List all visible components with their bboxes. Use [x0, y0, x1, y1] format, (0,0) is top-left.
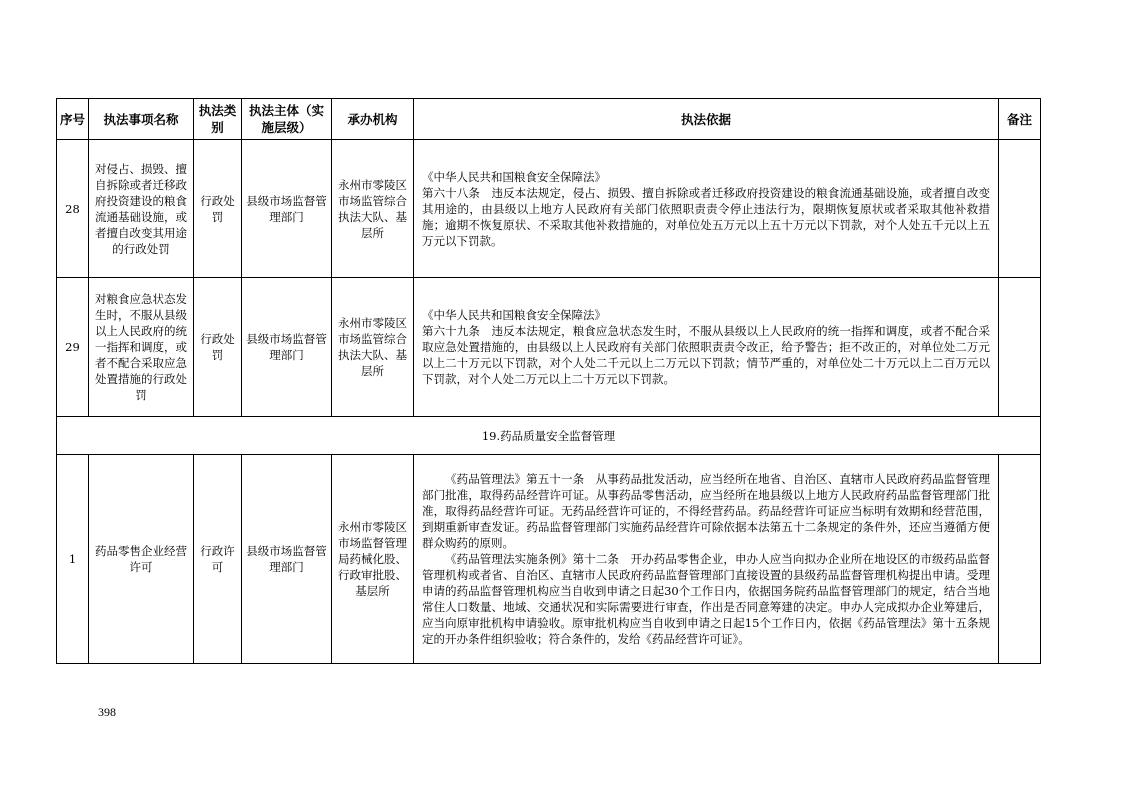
- header-name: 执法事项名称: [89, 99, 194, 140]
- row-category: 行政处罚: [194, 140, 242, 278]
- row-no: 29: [57, 278, 89, 417]
- row-agency: 永州市零陵区市场监督管理局药械化股、行政审批股、基层所: [332, 455, 414, 664]
- row-no: 28: [57, 140, 89, 278]
- header-agency: 承办机构: [332, 99, 414, 140]
- row-name: 药品零售企业经营许可: [89, 455, 194, 664]
- basis-article: 第六十八条 违反本法规定，侵占、损毁、擅自拆除或者迁移政府投资建设的粮食流通基础设施，或者擅自改变其用途的，由县级以上地方人民政府有关部门依照职责责令停止违法行为，限期恢复原状或者采取其他补救措施；逾期不恢复原状、不采取其他补救措施的，对单位处五万元以上五十万元以下罚款，对个人处五千元以上五万元以下罚款。: [422, 185, 990, 248]
- header-no: 序号: [57, 99, 89, 140]
- table-header-row: [57, 99, 1041, 140]
- header-category: 执法类别: [194, 99, 242, 140]
- row-basis: [414, 455, 999, 664]
- table-row: [57, 455, 1041, 664]
- basis-law-title: 《中华人民共和国粮食安全保障法》: [422, 169, 606, 184]
- basis-article: 第六十九条 违反本法规定，粮食应急状态发生时，不服从县级以上人民政府的统一指挥和调度，或者不配合采取应急处置措施的，由县级以上人民政府有关部门依照职责责令改正，给予警告；拒不改正的，对单位处二万元以上二十万元以下罚款，对个人处二千元以上二万元以下罚款；情节严重的，对单位处二十万元以上二百万元以下罚款，对个人处二万元以上二十万元以下罚款。: [422, 324, 990, 386]
- row-agency: 永州市零陵区市场监管综合执法大队、基层所: [332, 278, 414, 417]
- table-row: [57, 140, 1041, 278]
- header-basis: 执法依据: [414, 99, 999, 140]
- row-no: 1: [57, 455, 89, 664]
- row-name: 对粮食应急状态发生时，不服从县级以上人民政府的统一指挥和调度，或者不配合采取应急处置措施的行政处罚: [89, 278, 194, 417]
- basis-law-title: 《中华人民共和国粮食安全保障法》: [422, 308, 606, 322]
- row-subject: 县级市场监督管理部门: [242, 278, 332, 417]
- row-agency: 永州市零陵区市场监管综合执法大队、基层所: [332, 140, 414, 278]
- row-remark: [999, 455, 1041, 664]
- row-category: 行政许可: [194, 455, 242, 664]
- row-name: 对侵占、损毁、擅自拆除或者迁移政府投资建设的粮食流通基础设施，或者擅自改变其用途的行政处罚: [89, 140, 194, 278]
- row-remark: [999, 140, 1041, 278]
- header-remark: 备注: [999, 99, 1041, 140]
- enforcement-table: [56, 98, 1041, 664]
- basis-paragraph: 《药品管理法实施条例》第十二条 开办药品零售企业，申办人应当向拟办企业所在地设区的市级药品监督管理机构或者省、自治区、直辖市人民政府药品监督管理部门直接设置的县级药品监督管理机构提出申请。受理申请的药品监督管理机构应当自收到申请之日起30个工作日内，依据国务院药品监督管理部门的规定，结合当地常住人口数量、地域、交通状况和实际需要进行审查，作出是否同意筹建的决定。申办人完成拟办企业筹建后，应当向原审批机构申请验收。原审批机构应当自收到申请之日起15个工作日内，依据《药品管理法》第十五条规定的开办条件组织验收；符合条件的，发给《药品经营许可证》。: [422, 552, 990, 646]
- row-basis: [414, 278, 999, 417]
- table-row: [57, 278, 1041, 417]
- row-subject: 县级市场监督管理部门: [242, 140, 332, 278]
- page-number: 398: [98, 705, 116, 719]
- section-row: [57, 417, 1041, 455]
- row-subject: 县级市场监督管理部门: [242, 455, 332, 664]
- row-category: 行政处罚: [194, 278, 242, 417]
- section-title: 19.药品质量安全监督管理: [57, 417, 1041, 455]
- basis-paragraph: 《药品管理法》第五十一条 从事药品批发活动，应当经所在地省、自治区、直辖市人民政府药品监督管理部门批准，取得药品经营许可证。从事药品零售活动，应当经所在地县级以上地方人民政府药品监督管理部门批准，取得药品经营许可证。无药品经营许可证的，不得经营药品。药品经营许可证应当标明有效期和经营范围，到期重新审查发证。药品监督管理部门实施药品经营许可除依据本法第五十二条规定的条件外，还应当遵循方便群众购药的原则。: [422, 472, 990, 550]
- row-remark: [999, 278, 1041, 417]
- header-subject: 执法主体（实施层级）: [242, 99, 332, 140]
- row-basis: [414, 140, 999, 278]
